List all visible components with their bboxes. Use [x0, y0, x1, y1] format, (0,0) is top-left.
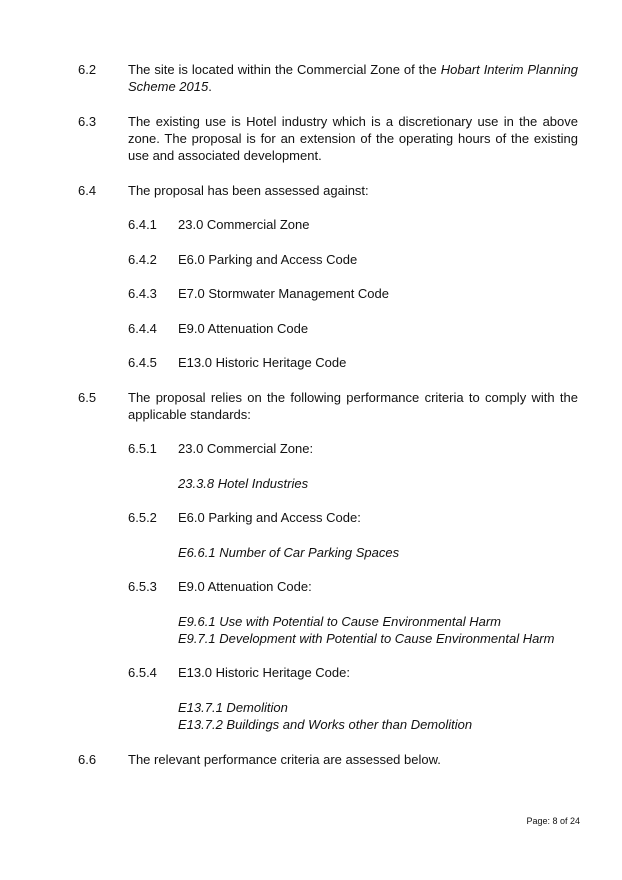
paragraph-number: 6.5	[78, 390, 97, 405]
list-item-text: E13.0 Historic Heritage Code:	[178, 665, 350, 680]
list-item-6-5-1	[128, 440, 578, 457]
list-item-6-4-3	[128, 285, 578, 302]
criterion: E13.7.1 Demolition	[178, 700, 288, 715]
list-item-6-4-5	[128, 354, 578, 371]
criteria-6-5-2	[178, 544, 578, 561]
page-number: Page: 8 of 24	[526, 816, 580, 826]
paragraph-number: 6.4	[78, 183, 97, 198]
paragraph-6-5	[78, 389, 578, 423]
list-item-number: 6.4.3	[128, 286, 157, 301]
criterion: 23.3.8 Hotel Industries	[178, 476, 309, 491]
paragraph-text-end: .	[208, 79, 212, 94]
criteria-6-5-4	[178, 699, 578, 733]
paragraph-6-6	[78, 751, 578, 768]
list-item-6-5-2	[128, 509, 578, 526]
list-item-6-5-3	[128, 578, 578, 595]
criterion: E6.6.1 Number of Car Parking Spaces	[178, 545, 400, 560]
list-item-number: 6.4.2	[128, 252, 157, 267]
paragraph-6-3	[78, 113, 578, 164]
list-item-text: E9.0 Attenuation Code	[178, 321, 309, 336]
list-item-6-4-4	[128, 320, 578, 337]
paragraph-text: The proposal has been assessed against:	[128, 183, 369, 198]
paragraph-6-4	[78, 182, 578, 199]
criteria-6-5-1	[178, 475, 578, 492]
list-item-text: E7.0 Stormwater Management Code	[178, 286, 389, 301]
list-item-6-4-2	[128, 251, 578, 268]
criterion: E9.6.1 Use with Potential to Cause Environmental Harm	[178, 614, 501, 629]
list-item-number: 6.5.1	[128, 441, 157, 456]
list-item-text: E13.0 Historic Heritage Code	[178, 355, 347, 370]
list-item-text: E6.0 Parking and Access Code	[178, 252, 358, 267]
list-item-number: 6.4.5	[128, 355, 157, 370]
list-item-number: 6.5.4	[128, 665, 157, 680]
criteria-6-5-3	[178, 613, 578, 647]
list-item-6-5-4	[128, 664, 578, 681]
planning-scheme-title: Hobart Interim Planning Scheme 2015	[128, 62, 578, 94]
paragraph-number: 6.2	[78, 62, 97, 77]
list-item-number: 6.4.4	[128, 321, 157, 336]
paragraph-text: The existing use is Hotel industry which is a discretionary use in the above zone. The proposal is for an extension of the operating hours of the existing use and associated development.	[128, 114, 578, 163]
list-item-number: 6.5.2	[128, 510, 157, 525]
paragraph-number: 6.6	[78, 752, 97, 767]
list-item-text: 23.0 Commercial Zone:	[178, 441, 314, 456]
list-item-number: 6.5.3	[128, 579, 157, 594]
paragraph-number: 6.3	[78, 114, 97, 129]
paragraph-text: The proposal relies on the following performance criteria to comply with the applicable standards:	[128, 390, 578, 422]
list-item-text: 23.0 Commercial Zone	[178, 217, 310, 232]
list-item-6-4-1	[128, 216, 578, 233]
paragraph-text: The relevant performance criteria are assessed below.	[128, 752, 441, 767]
list-item-text: E6.0 Parking and Access Code:	[178, 510, 361, 525]
paragraph-text-plain: The site is located within the Commercial Zone of the	[128, 62, 441, 77]
list-item-text: E9.0 Attenuation Code:	[178, 579, 312, 594]
criterion: E13.7.2 Buildings and Works other than Demolition	[178, 717, 473, 732]
paragraph-text	[128, 61, 578, 95]
criterion: E9.7.1 Development with Potential to Cause Environmental Harm	[178, 631, 555, 646]
list-item-number: 6.4.1	[128, 217, 157, 232]
paragraph-6-2	[78, 61, 578, 95]
